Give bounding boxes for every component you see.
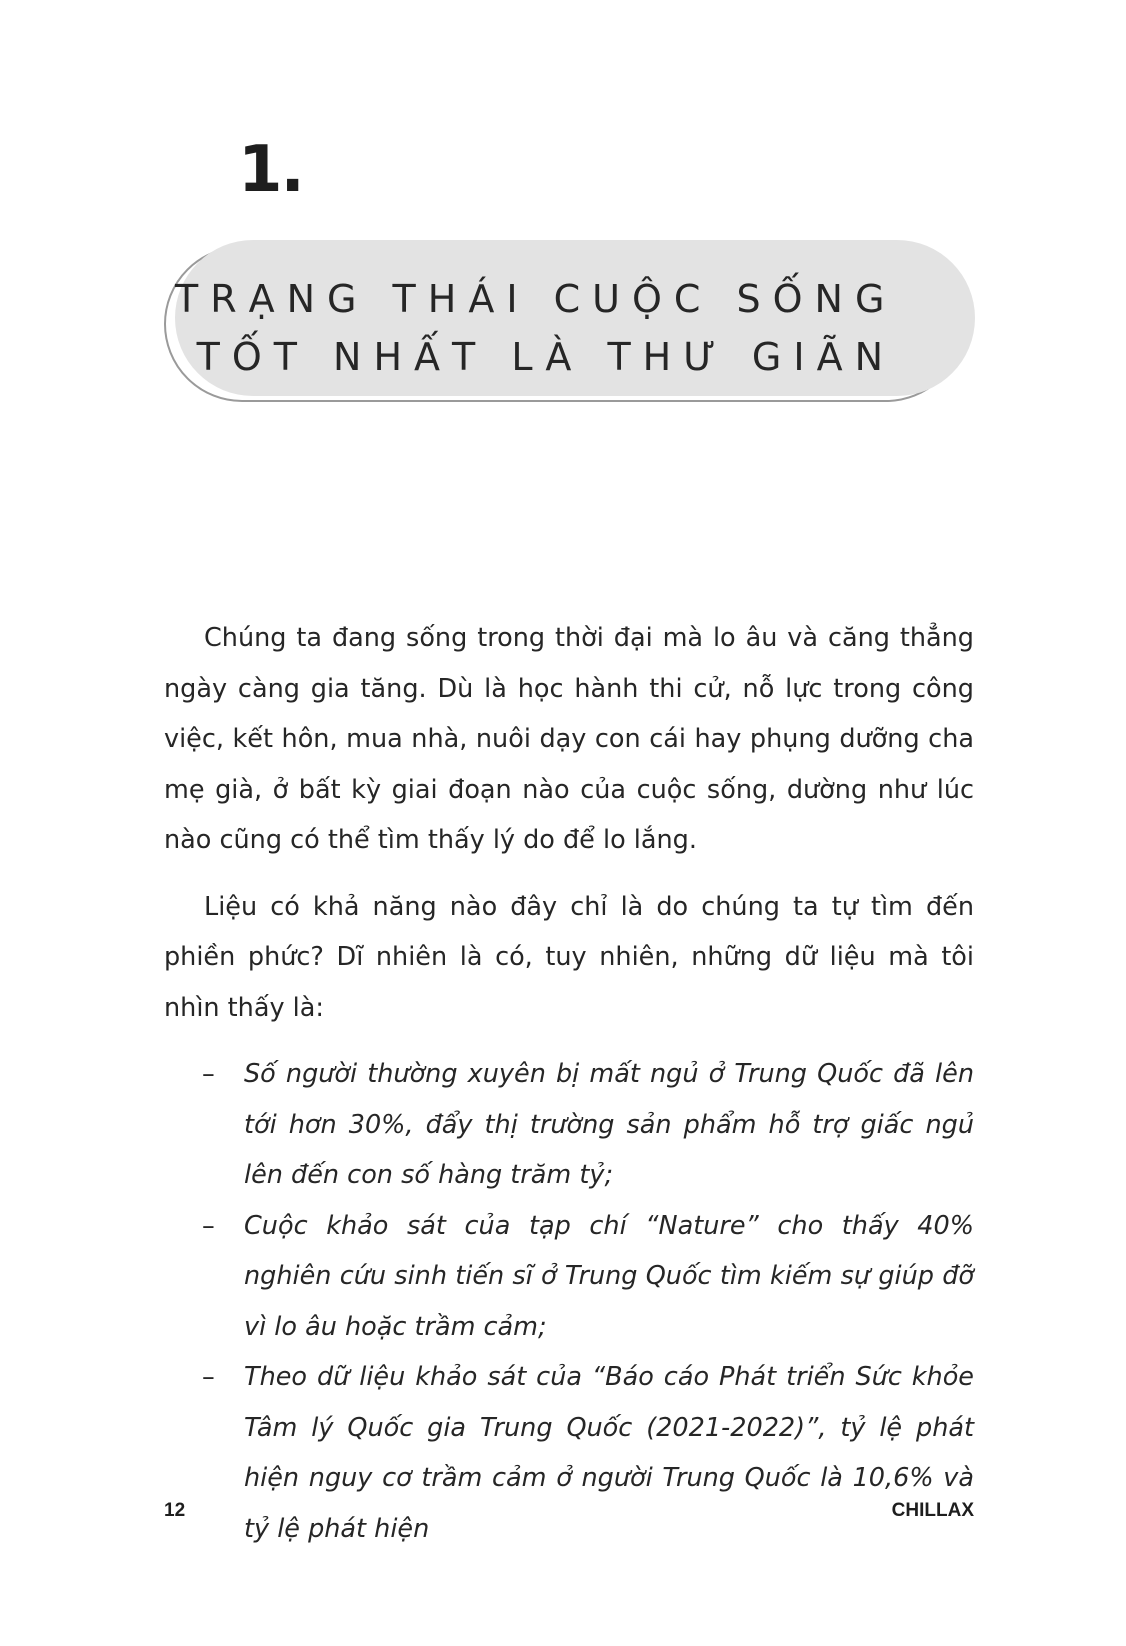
bullet-text: Số người thường xuyên bị mất ngủ ở Trung Quốc đã lên tới hơn 30%, đẩy thị trường sản phẩm hỗ trợ giấc ngủ lên đến con số hàng trăm tỷ; — [244, 1059, 974, 1190]
bullet-dash: – — [202, 1059, 215, 1089]
chapter-title-line-1: TRẠNG THÁI CUỘC SỐNG — [175, 277, 897, 321]
bullet-text: Cuộc khảo sát của tạp chí “Nature” cho thấy 40% nghiên cứu sinh tiến sĩ ở Trung Quốc tìm kiếm sự giúp đỡ vì lo âu hoặc trầm cảm; — [244, 1210, 974, 1342]
chapter-title-line-2: TỐT NHẤT LÀ THƯ GIÃN — [196, 335, 895, 379]
paragraph: Chúng ta đang sống trong thời đại mà lo âu và căng thẳng ngày càng gia tăng. Dù là học hành thi cử, nỗ lực trong công việc, kết hôn, mua nhà, nuôi dạy con cái hay phụng dưỡng cha mẹ già, ở bất kỳ giai đoạn nào của cuộc sống, dường như lúc nào cũng có thể tìm thấy lý do để lo lắng. — [164, 623, 974, 855]
chapter-number: 1. — [238, 133, 303, 207]
paragraph: Liệu có khả năng nào đây chỉ là do chúng ta tự tìm đến phiền phức? Dĩ nhiên là có, tuy nhiên, những dữ liệu mà tôi nhìn thấy là: — [164, 891, 974, 1023]
page-number: 12 — [164, 1500, 186, 1521]
list-item — [164, 1201, 974, 1353]
bullet-dash: – — [202, 1362, 215, 1392]
list-item — [164, 1352, 974, 1554]
chapter-title — [175, 270, 895, 386]
bullet-text: Theo dữ liệu khảo sát của “Báo cáo Phát triển Sức khỏe Tâm lý Quốc gia Trung Quốc (2021-2022)”, tỷ lệ phát hiện nguy cơ trầm cảm ở người Trung Quốc là 10,6% và tỷ lệ phát hiện — [244, 1362, 974, 1544]
body-text — [164, 613, 974, 1554]
bullet-list — [164, 1049, 974, 1554]
list-item — [164, 1049, 974, 1201]
book-title-footer: CHILLAX — [891, 1500, 974, 1521]
bullet-dash: – — [202, 1210, 215, 1241]
